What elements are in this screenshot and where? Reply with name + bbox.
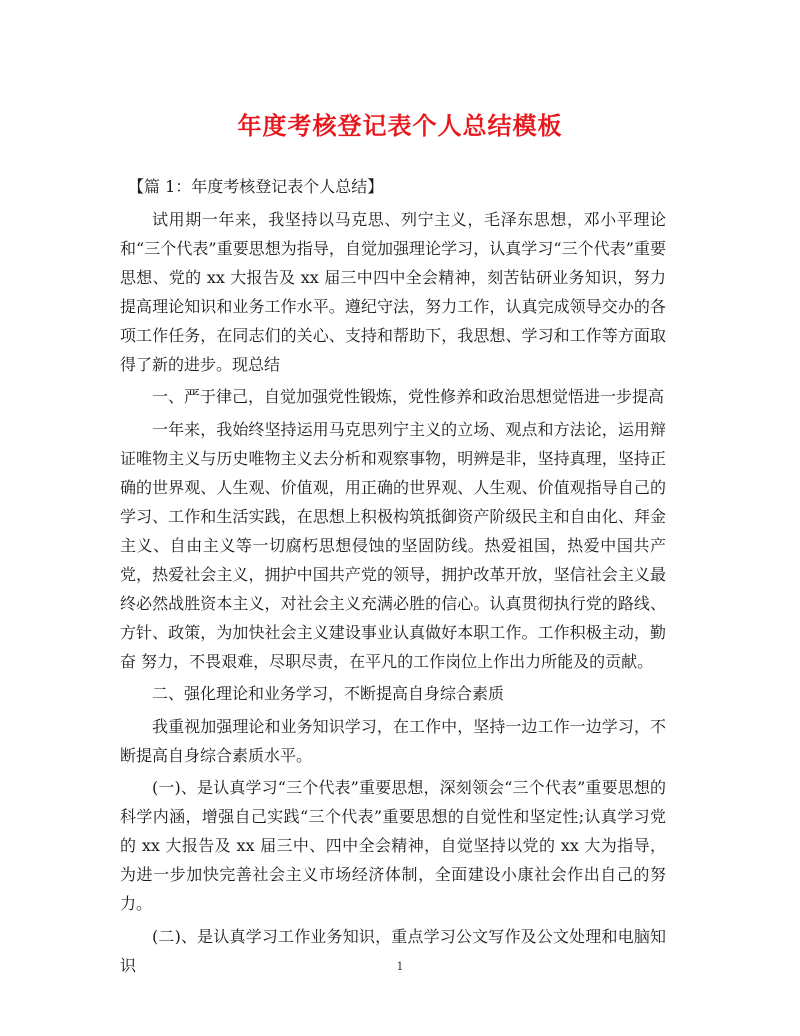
paragraph: 我重视加强理论和业务知识学习，在工作中，坚持一边工作一边学习，不断提高自身综合素质水平。 bbox=[120, 716, 666, 765]
paragraph: (一)、是认真学习“三个代表”重要思想，深刻领会“三个代表”重要思想的科学内涵，增强自己实践“三个代表”重要思想的自觉性和坚定性;认真学习党的 xx 大报告及 xx 届三中、四中全会精神，自觉坚持以党的 xx 大为指导，为进一步加快完善社会主义市场经济体制，全面建设小康社会作出自己的努力。 bbox=[120, 778, 666, 913]
section-heading: 【篇 1：年度考核登记表个人总结】 bbox=[128, 177, 384, 196]
paragraph: 一、严于律己，自觉加强党性锻炼，党性修养和政治思想觉悟进一步提高 bbox=[152, 387, 665, 406]
document-body bbox=[120, 172, 666, 983]
page-number: 1 bbox=[396, 960, 404, 973]
paragraph: 一年来，我始终坚持运用马克思列宁主义的立场、观点和方法论，运用辩证唯物主义与历史唯物主义去分析和观察事物，明辨是非，坚持真理，坚持正确的世界观、人生观、价值观，用正确的世界观、人生观、价值观指导自己的学习、工作和生活实践，在思想上积极构筑抵御资产阶级民主和自由化、拜金主义、自由主义等一切腐朽思想侵蚀的坚固防线。热爱祖国，热爱中国共产党，热爱社会主义，拥护中国共产党的领导，拥护改革开放，坚信社会主义最终必然战胜资本主义，对社会主义充满必胜的信心。认真贯彻执行党的路线、方针、政策，为加快社会主义建设事业认真做好本职工作。工作积极主动，勤奋 努力，不畏艰难，尽职尽责，在平凡的工作岗位上作出力所能及的贡献。 bbox=[120, 419, 666, 671]
paragraph: 试用期一年来，我坚持以马克思、列宁主义，毛泽东思想，邓小平理论和“三个代表”重要思想为指导，自觉加强理论学习，认真学习“三个代表”重要思想、党的 xx 大报告及 xx 届三中四中全会精神，刻苦钻研业务知识，努力提高理论知识和业务工作水平。遵纪守法，努力工作，认真完成领导交办的各项工作任务，在同志们的关心、支持和帮助下，我思想、学习和工作等方面取得了新的进步。现总结 bbox=[120, 209, 666, 374]
document-title: 年度考核登记表个人总结模板 bbox=[237, 112, 563, 140]
paragraph: (二)、是认真学习工作业务知识，重点学习公文写作及公文处理和电脑知识 bbox=[120, 926, 666, 975]
paragraph: 二、强化理论和业务学习，不断提高自身综合素质 bbox=[152, 684, 505, 703]
